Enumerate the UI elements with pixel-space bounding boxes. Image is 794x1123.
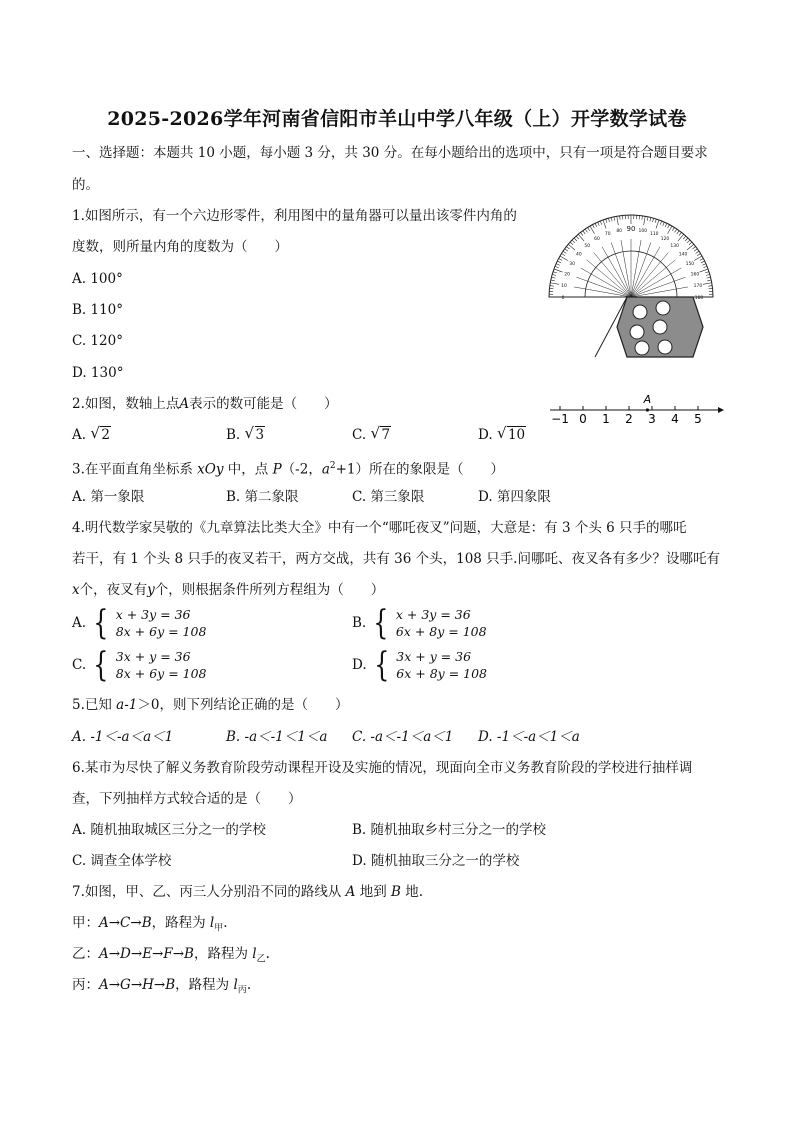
q5-stem-b: ＞0，则下列结论正确的是（ ） bbox=[137, 697, 349, 713]
protractor-label: 30 bbox=[569, 262, 575, 267]
q3-point: P bbox=[272, 461, 282, 478]
equation-system bbox=[116, 648, 207, 682]
arrow-right-icon bbox=[718, 407, 724, 413]
radicand: 7 bbox=[381, 427, 391, 443]
axis-tick-label: 2 bbox=[625, 412, 633, 426]
q4-y-var: y bbox=[147, 582, 155, 598]
route-end: . bbox=[246, 977, 252, 993]
route-person: 乙： bbox=[72, 946, 99, 962]
sqrt-expr: √ 3 bbox=[244, 424, 265, 443]
equation-1: 3x + y = 36 bbox=[396, 649, 472, 664]
protractor-label: 120 bbox=[660, 237, 670, 243]
option-label: C. bbox=[352, 427, 367, 443]
q5-option-d[interactable]: D. -1＜-a＜1＜a bbox=[478, 729, 580, 745]
equation-1: x + 3y = 36 bbox=[395, 607, 471, 622]
protractor-label: 140 bbox=[678, 252, 688, 258]
q3-exponent: 2 bbox=[329, 461, 336, 471]
q7-route-yi bbox=[72, 944, 270, 970]
q4-x-var: x bbox=[72, 582, 80, 598]
equation-system bbox=[396, 648, 487, 682]
q7-stem-c: 地. bbox=[400, 884, 424, 900]
route-mid: ，路程为 bbox=[151, 915, 210, 931]
q3-stem bbox=[72, 456, 504, 480]
q2-stem-prefix: 2.如图，数轴上点 bbox=[72, 396, 180, 412]
q4-stem-line1: 4.明代数学家吴敬的《九章算法比类大全》中有一个“哪吒夜叉”问题，大意是：有 3 个头 6 只手的哪吒 bbox=[72, 520, 687, 536]
route-path: A→D→E→F→B bbox=[99, 946, 194, 962]
route-mid: ，路程为 bbox=[193, 946, 253, 962]
q3-stem-d: +1）所在的象限是（ ） bbox=[335, 461, 505, 478]
axis-tick-label: 4 bbox=[671, 412, 679, 426]
q2-point-var: A bbox=[179, 396, 190, 412]
option-label: B. bbox=[352, 615, 367, 631]
protractor-label: 150 bbox=[685, 262, 695, 267]
route-length-sub: 甲 bbox=[214, 923, 224, 934]
axis-tick-label: −1 bbox=[551, 412, 569, 426]
brace-icon: { bbox=[373, 603, 389, 643]
q5-option-a[interactable]: A. -1＜-a＜a＜1 bbox=[72, 729, 174, 745]
option-label: A. bbox=[72, 615, 87, 631]
q6-option-d[interactable]: D. 随机抽取三分之一的学校 bbox=[352, 853, 520, 869]
equation-2: 6x + 8y = 108 bbox=[395, 624, 487, 639]
route-length-var: l bbox=[252, 946, 257, 962]
protractor-label: 10 bbox=[561, 284, 567, 290]
option-label: A. bbox=[72, 427, 87, 443]
protractor-label: 0 bbox=[561, 296, 565, 301]
point-a-marker bbox=[646, 408, 649, 411]
route-path: A→G→H→B bbox=[99, 977, 176, 993]
option-label: B. bbox=[226, 427, 241, 443]
protractor-label: 180 bbox=[694, 296, 704, 301]
q7-route-jia bbox=[72, 913, 228, 939]
q2-option-b[interactable] bbox=[226, 425, 265, 445]
q5-option-b[interactable]: B. -a＜-1＜1＜a bbox=[226, 729, 328, 745]
option-label: D. bbox=[352, 657, 367, 673]
route-length-var: l bbox=[233, 977, 238, 993]
sqrt-expr: √ 2 bbox=[90, 424, 110, 443]
q6-option-a[interactable]: A. 随机抽取城区三分之一的学校 bbox=[72, 822, 266, 838]
protractor-label: 90 bbox=[626, 225, 636, 233]
hole bbox=[653, 320, 667, 334]
q5-stem-a: 5.已知 bbox=[72, 697, 117, 713]
q6-stem-line2: 查，下列抽样方式较合适的是（ ） bbox=[72, 791, 302, 807]
protractor-label: 60 bbox=[594, 237, 600, 243]
protractor-scale bbox=[549, 215, 713, 301]
protractor-label: 170 bbox=[693, 284, 703, 290]
route-length-sub: 乙 bbox=[256, 954, 266, 965]
hole bbox=[630, 325, 644, 339]
q4-stem-line2: 若干，有 1 个头 8 只手的夜叉若干，两方交战，共有 36 个头，108 只手.问哪吒、夜叉各有多少？设哪吒有 bbox=[72, 551, 720, 567]
q7-stem-b: 地到 bbox=[355, 884, 392, 900]
protractor-label: 50 bbox=[584, 243, 591, 249]
q4-option-a[interactable] bbox=[72, 603, 207, 643]
axis-tick-label: 1 bbox=[602, 412, 610, 426]
axis-tick-label: 5 bbox=[694, 412, 702, 426]
q4-option-d[interactable] bbox=[352, 645, 487, 685]
q1-option-d[interactable]: D. 130° bbox=[72, 365, 124, 381]
q5-option-c[interactable]: C. -a＜-1＜a＜1 bbox=[352, 729, 454, 745]
q2-stem-suffix: 表示的数可能是（ ） bbox=[189, 396, 338, 412]
hole bbox=[658, 340, 672, 354]
q7-point-b: B bbox=[391, 884, 401, 900]
q3-stem-a: 3.在平面直角坐标系 bbox=[72, 461, 198, 478]
radicand: 3 bbox=[255, 427, 265, 443]
protractor-label: 20 bbox=[564, 272, 570, 278]
q3-option-d[interactable]: D. 第四象限 bbox=[478, 489, 551, 505]
protractor-label: 160 bbox=[690, 272, 700, 278]
hole bbox=[635, 341, 649, 355]
sqrt-expr: √ 7 bbox=[370, 424, 391, 443]
q3-option-c[interactable]: C. 第三象限 bbox=[352, 489, 425, 505]
q7-route-bing bbox=[72, 975, 251, 1001]
equation-2: 6x + 8y = 108 bbox=[396, 666, 487, 681]
route-person: 甲： bbox=[72, 915, 99, 931]
protractor-figure bbox=[545, 205, 725, 365]
protractor-label: 80 bbox=[616, 229, 623, 235]
q4-stem-line3 bbox=[72, 580, 384, 600]
protractor-label: 130 bbox=[670, 243, 680, 249]
q7-stem-a: 7.如图，甲、乙、丙三人分别沿不同的路线从 bbox=[72, 884, 346, 900]
sqrt-expr: √ 10 bbox=[496, 424, 526, 443]
q4-option-b[interactable] bbox=[352, 603, 487, 643]
section-instructions-line1: 一、选择题：本题共 10 小题，每小题 3 分，共 30 分。在每小题给出的选项中，只有一项是符合题目要求 bbox=[72, 145, 708, 161]
q2-option-c[interactable] bbox=[352, 425, 391, 445]
q4-option-c[interactable] bbox=[72, 645, 207, 685]
q7-stem bbox=[72, 882, 423, 902]
route-person: 丙： bbox=[72, 977, 99, 993]
route-path: A→C→B bbox=[99, 915, 152, 931]
q3-stem-c: （-2， bbox=[281, 461, 322, 478]
equation-system bbox=[396, 606, 487, 640]
radicand: 10 bbox=[507, 427, 526, 443]
q3-var: xOy bbox=[197, 461, 224, 478]
protractor-label: 110 bbox=[649, 232, 659, 238]
brace-icon: { bbox=[373, 645, 390, 685]
protractor-label: 100 bbox=[638, 229, 648, 235]
section-instructions-line2: 的。 bbox=[72, 177, 99, 193]
route-length-sub: 丙 bbox=[237, 985, 247, 996]
route-end: . bbox=[223, 915, 228, 931]
q1-option-a[interactable]: A. 100° bbox=[72, 271, 123, 287]
q3-option-a[interactable]: A. 第一象限 bbox=[72, 489, 145, 505]
q6-stem-line1: 6.某市为尽快了解义务教育阶段劳动课程开设及实施的情况，现面向全市义务教育阶段的学校进行抽样调 bbox=[72, 760, 693, 776]
axis-tick-label: 0 bbox=[579, 412, 587, 426]
radicand: 2 bbox=[101, 427, 110, 443]
q1-stem-line2: 度数，则所量内角的度数为（ ） bbox=[72, 239, 288, 255]
q5-expr: a-1 bbox=[116, 697, 138, 713]
route-end: . bbox=[265, 946, 270, 962]
equation-1: 3x + y = 36 bbox=[115, 649, 191, 664]
q7-point-a: A bbox=[345, 884, 356, 900]
protractor-label: 70 bbox=[604, 232, 611, 238]
equation-1: x + 3y = 36 bbox=[115, 607, 191, 622]
axis-tick-label: 3 bbox=[648, 412, 656, 426]
q2-option-a[interactable] bbox=[72, 425, 111, 445]
q3-option-b[interactable]: B. 第二象限 bbox=[226, 489, 299, 505]
protractor-label: 40 bbox=[576, 252, 582, 258]
q2-stem bbox=[72, 394, 338, 414]
hole bbox=[656, 301, 670, 315]
equation-2: 8x + 6y = 108 bbox=[115, 624, 207, 639]
route-mid: ，路程为 bbox=[175, 977, 234, 993]
point-a-label: A bbox=[643, 393, 652, 406]
q6-option-c[interactable]: C. 调查全体学校 bbox=[72, 853, 172, 869]
equation-system bbox=[116, 606, 207, 640]
option-label: D. bbox=[478, 427, 493, 443]
q3-stem-b: 中，点 bbox=[223, 461, 273, 478]
number-line-figure bbox=[548, 392, 728, 428]
brace-icon: { bbox=[93, 603, 109, 643]
q1-option-b[interactable]: B. 110° bbox=[72, 302, 124, 318]
q1-stem-line1: 1.如图所示，有一个六边形零件，利用图中的量角器可以量出该零件内角的 bbox=[72, 208, 517, 224]
q4-line3-a: 个，夜叉有 bbox=[79, 582, 148, 598]
q4-line3-b: 个，则根据条件所列方程组为（ ） bbox=[154, 582, 385, 598]
q6-option-b[interactable]: B. 随机抽取乡村三分之一的学校 bbox=[352, 822, 547, 838]
route-length-var: l bbox=[209, 915, 215, 931]
page-title: 2025-2026学年河南省信阳市羊山中学八年级（上）开学数学试卷 bbox=[107, 108, 687, 130]
brace-icon: { bbox=[93, 645, 109, 685]
q1-option-c[interactable]: C. 120° bbox=[72, 333, 123, 349]
option-label: C. bbox=[72, 657, 87, 673]
q2-option-d[interactable] bbox=[478, 425, 526, 445]
equation-2: 8x + 6y = 108 bbox=[115, 666, 207, 681]
hole bbox=[633, 305, 647, 319]
q3-a-var: a bbox=[321, 461, 330, 478]
q5-stem bbox=[72, 695, 348, 715]
